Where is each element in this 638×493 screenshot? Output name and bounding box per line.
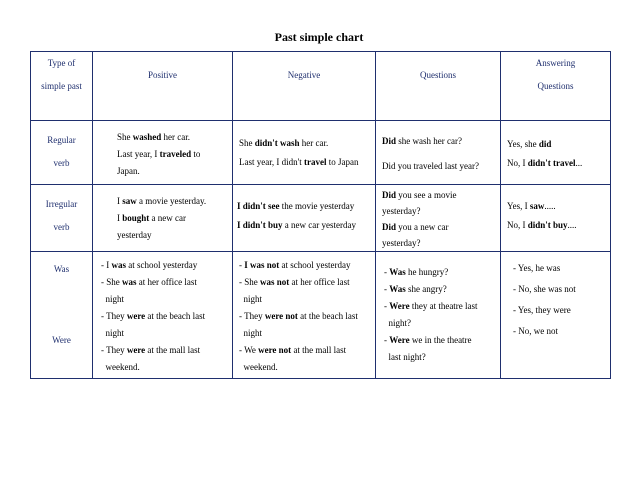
header-row bbox=[31, 52, 611, 121]
negative-cell bbox=[233, 252, 376, 379]
cell-line bbox=[384, 332, 500, 349]
line-text: - They bbox=[101, 345, 127, 355]
bold-verb: were not bbox=[264, 311, 298, 321]
cell-line bbox=[507, 154, 610, 173]
line-text: you a new car bbox=[396, 222, 449, 232]
bold-verb: were bbox=[126, 311, 146, 321]
bold-verb: Was bbox=[389, 284, 406, 294]
cell-line bbox=[117, 193, 232, 210]
header-positive-label: Positive bbox=[147, 70, 177, 80]
line-text: - We bbox=[239, 345, 259, 355]
line-text: night bbox=[239, 294, 263, 304]
cell-line bbox=[101, 342, 232, 359]
line-text: at her office last bbox=[136, 277, 197, 287]
bold-verb: I didn't see bbox=[237, 201, 280, 211]
bold-verb: did bbox=[538, 139, 552, 149]
cell-line bbox=[117, 227, 232, 244]
line-text: at the beach last bbox=[145, 311, 206, 321]
line-text: she wash her car? bbox=[396, 136, 462, 146]
line-text: at the mall last bbox=[291, 345, 347, 355]
line-text: night? bbox=[384, 318, 411, 328]
cell-line bbox=[507, 216, 610, 235]
bold-verb: Did bbox=[382, 136, 397, 146]
negative-cell bbox=[233, 121, 376, 185]
header-answering-line1: Answering bbox=[535, 58, 576, 68]
line-text: yesterday? bbox=[382, 206, 421, 216]
line-text: to bbox=[191, 149, 201, 159]
line-text: night bbox=[239, 328, 263, 338]
cell-line bbox=[237, 216, 375, 235]
line-text: Yes, I bbox=[507, 201, 530, 211]
type-line: Irregular bbox=[45, 199, 78, 209]
line-text: a new car bbox=[149, 213, 186, 223]
bold-verb: I was not bbox=[244, 260, 280, 270]
line-text: Did you traveled last year? bbox=[382, 161, 479, 171]
line-text: - No, she was not bbox=[513, 284, 576, 294]
cell-line bbox=[513, 321, 610, 342]
line-text: No, I bbox=[507, 158, 528, 168]
line-text: - bbox=[239, 260, 245, 270]
line-text: I bbox=[117, 196, 123, 206]
bold-verb: was not bbox=[260, 277, 290, 287]
cell-line bbox=[101, 274, 232, 291]
cell-line bbox=[382, 187, 500, 203]
line-text: last night? bbox=[384, 352, 426, 362]
cell-line bbox=[382, 154, 500, 179]
line-text: we in the theatre bbox=[409, 335, 472, 345]
negative-cell bbox=[233, 185, 376, 252]
line-text: at her office last bbox=[289, 277, 350, 287]
line-text: - I bbox=[101, 260, 112, 270]
cell-line bbox=[513, 258, 610, 279]
line-text: - They bbox=[239, 311, 265, 321]
type-cell bbox=[31, 121, 93, 185]
bold-verb: Was bbox=[389, 267, 406, 277]
cell-line bbox=[239, 342, 375, 359]
cell-line bbox=[117, 163, 232, 180]
header-negative bbox=[233, 52, 376, 121]
cell-line bbox=[384, 298, 500, 315]
header-answering bbox=[501, 52, 611, 121]
line-text: yesterday bbox=[117, 230, 152, 240]
bold-verb: travel bbox=[304, 157, 327, 167]
cell-line bbox=[239, 325, 375, 342]
line-text: night bbox=[101, 328, 125, 338]
cell-line bbox=[382, 219, 500, 235]
header-negative-label: Negative bbox=[287, 70, 321, 80]
header-type-line2: simple past bbox=[41, 81, 82, 92]
line-text: I bbox=[117, 213, 123, 223]
cell-line bbox=[101, 257, 232, 274]
line-text: weekend. bbox=[101, 362, 140, 372]
cell-line bbox=[382, 235, 500, 251]
bold-verb: was bbox=[111, 260, 127, 270]
bold-verb: bought bbox=[122, 213, 150, 223]
line-text: - Yes, they were bbox=[513, 305, 571, 315]
line-text: No, I bbox=[507, 220, 528, 230]
positive-cell bbox=[93, 121, 233, 185]
type-line: Regular bbox=[47, 135, 76, 145]
line-text: - She bbox=[101, 277, 122, 287]
questions-cell bbox=[376, 252, 501, 379]
line-text: .... bbox=[567, 220, 577, 230]
cell-line bbox=[101, 325, 232, 342]
line-text: - bbox=[384, 335, 390, 345]
row-was-were bbox=[31, 252, 611, 379]
cell-line bbox=[239, 257, 375, 274]
cell-line bbox=[239, 134, 375, 153]
cell-line bbox=[382, 203, 500, 219]
answers-cell bbox=[501, 121, 611, 185]
line-text: at school yesterday bbox=[279, 260, 351, 270]
line-text: ... bbox=[575, 158, 583, 168]
line-text: he hungry? bbox=[405, 267, 449, 277]
line-text: you see a movie bbox=[396, 190, 457, 200]
cell-line bbox=[101, 359, 232, 376]
type-cell bbox=[31, 185, 93, 252]
type-line: Were bbox=[52, 335, 71, 346]
line-text: - She bbox=[239, 277, 260, 287]
line-text: to Japan bbox=[326, 157, 359, 167]
cell-line bbox=[101, 291, 232, 308]
line-text: at the beach last bbox=[297, 311, 358, 321]
questions-cell bbox=[376, 185, 501, 252]
header-questions-label: Questions bbox=[420, 70, 456, 80]
cell-line bbox=[513, 279, 610, 300]
bold-verb: I didn't buy bbox=[237, 220, 283, 230]
line-text: Last year, I bbox=[117, 149, 160, 159]
row-regular bbox=[31, 121, 611, 185]
cell-line bbox=[239, 291, 375, 308]
bold-verb: didn't buy bbox=[527, 220, 568, 230]
line-text: at the mall last bbox=[145, 345, 201, 355]
bold-verb: Did bbox=[382, 190, 397, 200]
bold-verb: washed bbox=[132, 132, 162, 142]
cell-line bbox=[117, 129, 232, 146]
line-text: yesterday? bbox=[382, 238, 421, 248]
line-text: She bbox=[239, 138, 255, 148]
cell-line bbox=[117, 210, 232, 227]
bold-verb: was bbox=[122, 277, 137, 287]
line-text: Last year, I didn't bbox=[239, 157, 304, 167]
line-text: Yes, she bbox=[507, 139, 539, 149]
bold-verb: traveled bbox=[159, 149, 192, 159]
line-text: ..... bbox=[544, 201, 556, 211]
bold-verb: Were bbox=[389, 335, 410, 345]
bold-verb: were bbox=[126, 345, 146, 355]
header-answering-line2: Questions bbox=[537, 81, 574, 92]
bold-verb: saw bbox=[529, 201, 545, 211]
bold-verb: didn't travel bbox=[527, 158, 576, 168]
line-text: night bbox=[101, 294, 125, 304]
line-text: at school yesterday bbox=[126, 260, 198, 270]
questions-cell bbox=[376, 121, 501, 185]
cell-line bbox=[239, 153, 375, 172]
type-line: verb bbox=[53, 158, 70, 169]
cell-line bbox=[101, 308, 232, 325]
past-simple-table bbox=[30, 51, 611, 379]
header-questions bbox=[376, 52, 501, 121]
cell-line bbox=[239, 308, 375, 325]
cell-line bbox=[513, 300, 610, 321]
cell-line bbox=[239, 274, 375, 291]
line-text: a movie yesterday. bbox=[136, 196, 207, 206]
cell-line bbox=[384, 315, 500, 332]
line-text: - bbox=[384, 301, 390, 311]
type-line: verb bbox=[53, 222, 70, 233]
line-text: - bbox=[384, 284, 390, 294]
type-cell bbox=[31, 252, 93, 379]
line-text: her car. bbox=[299, 138, 329, 148]
row-irregular bbox=[31, 185, 611, 252]
line-text: they at theatre last bbox=[409, 301, 478, 311]
bold-verb: Were bbox=[389, 301, 410, 311]
positive-cell bbox=[93, 185, 233, 252]
line-text: she angry? bbox=[405, 284, 447, 294]
answers-cell bbox=[501, 252, 611, 379]
answers-cell bbox=[501, 185, 611, 252]
header-type-line1: Type of bbox=[47, 58, 76, 68]
cell-line bbox=[239, 359, 375, 376]
cell-line bbox=[237, 197, 375, 216]
cell-line bbox=[384, 264, 500, 281]
positive-cell bbox=[93, 252, 233, 379]
bold-verb: were not bbox=[258, 345, 292, 355]
cell-line bbox=[507, 135, 610, 154]
line-text: - No, we not bbox=[513, 326, 558, 336]
line-text: - bbox=[384, 267, 390, 277]
cell-line bbox=[384, 349, 500, 366]
type-line: Was bbox=[53, 264, 70, 274]
line-text: a new car yesterday bbox=[282, 220, 356, 230]
line-text: the movie yesterday bbox=[279, 201, 355, 211]
line-text: weekend. bbox=[239, 362, 278, 372]
chart-title: Past simple chart bbox=[274, 30, 364, 44]
line-text: - Yes, he was bbox=[513, 263, 561, 273]
line-text: her car. bbox=[161, 132, 190, 142]
cell-line bbox=[382, 129, 500, 154]
bold-verb: saw bbox=[122, 196, 137, 206]
cell-line bbox=[384, 281, 500, 298]
header-type bbox=[31, 52, 93, 121]
cell-line bbox=[117, 146, 232, 163]
line-text: - They bbox=[101, 311, 127, 321]
cell-line bbox=[507, 197, 610, 216]
line-text: Japan. bbox=[117, 166, 140, 176]
header-positive bbox=[93, 52, 233, 121]
line-text: She bbox=[117, 132, 133, 142]
bold-verb: Did bbox=[382, 222, 397, 232]
bold-verb: didn't wash bbox=[254, 138, 300, 148]
